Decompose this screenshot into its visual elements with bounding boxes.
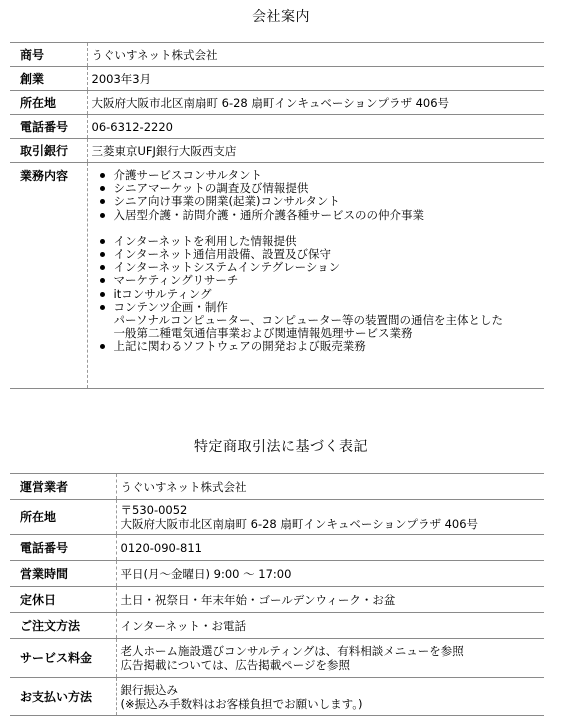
law-phone-label: 電話番号 [10,535,116,561]
law-info-table [10,473,544,716]
hours-value: 平日(月〜金曜日) 9:00 〜 17:00 [116,561,544,587]
list-item: シニア向け事業の開業(起業)コンサルタント [114,195,545,208]
table-row [10,613,544,639]
table-row [10,163,544,389]
bank-value: 三菱東京UFJ銀行大阪西支店 [87,139,544,163]
table-row [10,500,544,535]
service-fee-value [116,639,544,678]
trade-name-label: 商号 [10,43,87,67]
founded-label: 創業 [10,67,87,91]
list-item: インターネットシステムインテグレーション [114,261,545,274]
phone-label: 電話番号 [10,115,87,139]
payment-label: お支払い方法 [10,678,116,716]
table-row [10,639,544,678]
table-row [10,535,544,561]
holidays-label: 定休日 [10,587,116,613]
payment-line-1: 銀行振込み [120,682,178,697]
table-row [10,115,544,139]
company-info-table [10,42,544,389]
list-item: 上記に関わるソフトウェアの開発および販売業務 [114,340,545,353]
list-item: itコンサルティング [114,288,545,301]
founded-value: 2003年3月 [87,67,544,91]
law-address-label: 所在地 [10,500,116,535]
table-row [10,91,544,115]
list-item: 入居型介護・訪問介護・通所介護各種サービスのの仲介事業 [114,209,545,222]
table-row [10,139,544,163]
list-item: インターネット通信用設備、設置及び保守 [114,248,545,261]
list-subitem: パーソナルコンピューター、コンピューター等の装置間の通信を主体とした [113,313,504,328]
phone-value: 06-6312-2220 [87,115,544,139]
business-list [92,169,545,354]
list-item: マーケティングリサーチ [114,274,545,287]
address-value: 大阪府大阪市北区南扇町 6-28 扇町インキュベーションプラザ 406号 [87,91,544,115]
street-address: 大阪府大阪市北区南扇町 6-28 扇町インキュベーションプラザ 406号 [120,517,479,531]
service-fee-line-2: 広告掲載については、広告掲載ページを参照 [120,658,351,672]
law-section-title: 特定商取引法に基づく表記 [194,439,368,455]
list-item: コンテンツ企画・制作 [114,301,545,314]
payment-line-2: (※振込み手数料はお客様負担でお願いします。) [120,696,363,711]
bank-label: 取引銀行 [10,139,87,163]
holidays-value: 土日・祝祭日・年末年始・ゴールデンウィーク・お盆 [116,587,544,613]
trade-name-value: うぐいすネット株式会社 [87,43,544,67]
hours-label: 営業時間 [10,561,116,587]
list-item: 介護サービスコンサルタント [114,169,545,182]
list-subitem: 一般第二種電気通信事業および関連情報処理サービス業務 [113,326,413,341]
table-row [10,678,544,716]
payment-value [116,678,544,716]
address-label: 所在地 [10,91,87,115]
list-item: インターネットを利用した情報提供 [114,235,545,248]
list-spacer [114,222,545,235]
operator-label: 運営業者 [10,474,116,500]
business-value [87,163,544,389]
list-item: シニアマーケットの調査及び情報提供 [114,182,545,195]
table-row [10,561,544,587]
order-method-value: インターネット・お電話 [116,613,544,639]
law-address-value [116,500,544,535]
table-row [10,43,544,67]
order-method-label: ご注文方法 [10,613,116,639]
postal-code: 〒530-0052 [120,503,188,517]
service-fee-line-1: 老人ホーム施設選びコンサルティングは、有料相談メニューを参照 [120,644,464,658]
table-row [10,67,544,91]
business-label: 業務内容 [10,163,87,389]
law-phone-value: 0120-090-811 [116,535,544,561]
service-fee-label: サービス料金 [10,639,116,678]
table-row [10,587,544,613]
operator-value: うぐいすネット株式会社 [116,474,544,500]
table-row [10,474,544,500]
company-section-title: 会社案内 [252,9,310,25]
